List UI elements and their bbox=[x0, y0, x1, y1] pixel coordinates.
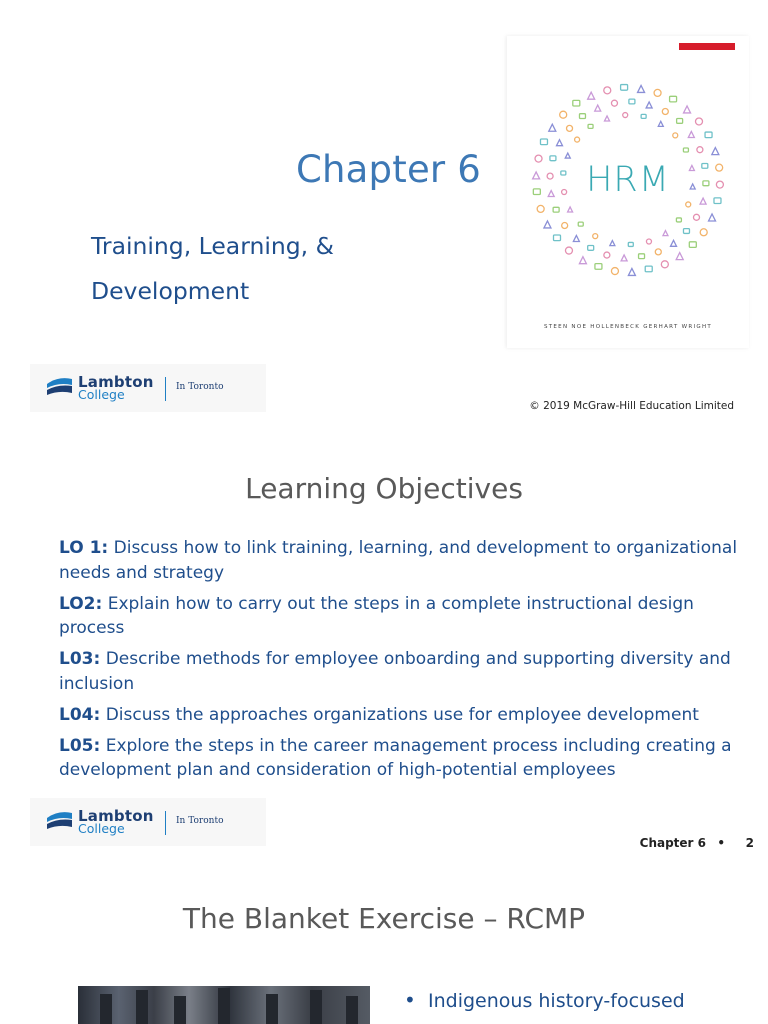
cover-decor-icon bbox=[621, 255, 627, 261]
slide-learning-objectives bbox=[0, 432, 768, 864]
cover-decor-icon bbox=[537, 205, 544, 212]
cover-decor-icon bbox=[604, 252, 610, 258]
objective-text: Describe methods for employee onboarding and supporting diversity and inclusion bbox=[59, 649, 731, 694]
book-cover-image bbox=[507, 36, 749, 348]
cover-decor-icon bbox=[661, 261, 668, 268]
cover-decor-icon bbox=[588, 124, 593, 128]
cover-decor-icon bbox=[623, 113, 628, 118]
cover-decor-icon bbox=[573, 100, 580, 106]
cover-decor-icon bbox=[658, 121, 663, 126]
objective-text: Explain how to carry out the steps in a complete instructional design process bbox=[59, 593, 694, 638]
cover-decor-icon bbox=[696, 118, 703, 125]
cover-decor-icon bbox=[628, 268, 635, 275]
cover-decor-icon bbox=[712, 148, 719, 155]
cover-decor-icon bbox=[639, 254, 645, 259]
objective-code: L05: bbox=[59, 735, 101, 756]
cover-decor-icon bbox=[670, 96, 677, 102]
cover-decor-icon bbox=[553, 235, 560, 241]
cover-authors: STEEN NOE HOLLENBECK GERHART WRIGHT bbox=[543, 324, 713, 330]
cover-decor-icon bbox=[697, 147, 703, 153]
cover-decor-icon bbox=[575, 137, 580, 142]
cover-decor-icon bbox=[684, 106, 691, 113]
cover-decor-icon bbox=[578, 222, 583, 226]
copyright-notice: © 2019 McGraw-Hill Education Limited bbox=[529, 400, 734, 412]
group-photo bbox=[78, 986, 370, 1024]
cover-decor-icon bbox=[544, 221, 551, 228]
logo-location: In Toronto bbox=[176, 816, 224, 826]
objective-text: Discuss how to link training, learning, and development to organizational needs and strategy bbox=[59, 538, 738, 583]
slide-heading: The Blanket Exercise – RCMP bbox=[182, 902, 586, 935]
cover-decor-icon bbox=[693, 214, 699, 220]
cover-decor-icon bbox=[683, 229, 689, 234]
cover-decor-icon bbox=[565, 153, 570, 158]
cover-decor-icon bbox=[641, 114, 646, 118]
cover-decor-icon bbox=[593, 234, 598, 239]
cover-decor-icon bbox=[638, 85, 645, 92]
footer-chapter: Chapter 6 bbox=[639, 836, 706, 850]
cover-decor-icon bbox=[645, 266, 652, 272]
objective-code: LO 1: bbox=[59, 538, 109, 558]
lambton-swoosh-icon bbox=[46, 809, 74, 833]
cover-decor-icon bbox=[579, 114, 585, 119]
cover-decor-icon bbox=[709, 214, 716, 221]
cover-decor-icon bbox=[560, 111, 567, 118]
cover-decor-icon bbox=[662, 109, 668, 115]
cover-decor-icon bbox=[553, 207, 559, 212]
cover-decor-icon bbox=[646, 239, 651, 244]
cover-decor-icon bbox=[611, 268, 618, 275]
cover-decor-icon bbox=[595, 264, 602, 270]
cover-decor-icon bbox=[655, 249, 661, 255]
cover-decor-icon bbox=[562, 223, 568, 229]
logo-college: College bbox=[78, 821, 125, 836]
cover-decor-icon bbox=[588, 92, 595, 99]
chapter-subtitle: Training, Learning, & Development bbox=[91, 232, 334, 305]
cover-decor-icon bbox=[605, 116, 610, 121]
cover-decor-icon bbox=[628, 242, 633, 246]
logo-divider bbox=[165, 377, 166, 401]
cover-decor-icon bbox=[568, 207, 573, 212]
cover-decor-icon bbox=[579, 257, 586, 264]
cover-decor-icon bbox=[567, 125, 573, 131]
objective-text: Explore the steps in the career management process including creating a development plan and consideration of high-potential employees bbox=[59, 735, 732, 780]
objective-code: L03: bbox=[59, 649, 101, 669]
cover-decor-icon bbox=[654, 89, 661, 96]
lambton-logo bbox=[30, 798, 266, 846]
cover-decor-icon bbox=[549, 124, 556, 131]
logo-college: College bbox=[78, 387, 125, 402]
slide-heading: Learning Objectives bbox=[245, 472, 523, 505]
objective-code: L04: bbox=[59, 704, 101, 725]
footer-bullet: • bbox=[717, 836, 725, 850]
cover-decor-icon bbox=[673, 133, 678, 138]
slide-blanket-exercise bbox=[0, 864, 768, 1024]
cover-decor-icon bbox=[565, 247, 572, 254]
chapter-title: Chapter 6 bbox=[296, 148, 482, 191]
logo-name: Lambton bbox=[78, 807, 154, 825]
cover-title: HRM bbox=[586, 160, 670, 200]
lambton-swoosh-icon bbox=[46, 375, 74, 399]
objective-code: LO2: bbox=[59, 593, 103, 614]
cover-decor-icon bbox=[588, 245, 594, 250]
objective-item bbox=[59, 647, 759, 696]
objective-item bbox=[59, 536, 759, 585]
cover-decor-icon bbox=[557, 140, 563, 146]
cover-decor-icon bbox=[676, 253, 683, 260]
logo-location: In Toronto bbox=[176, 382, 224, 392]
cover-decor-icon bbox=[671, 240, 677, 246]
objective-item bbox=[59, 703, 759, 728]
logo-divider bbox=[165, 811, 166, 835]
logo-name: Lambton bbox=[78, 373, 154, 391]
cover-decor-icon bbox=[540, 139, 547, 145]
cover-decor-icon bbox=[676, 218, 681, 222]
cover-decor-icon bbox=[595, 105, 601, 111]
cover-decor-icon bbox=[604, 87, 611, 94]
page-number: 2 bbox=[745, 836, 754, 850]
bullet-text: Indigenous history-focused bbox=[428, 990, 685, 1012]
cover-decor-icon bbox=[689, 242, 696, 248]
cover-decor-icon bbox=[677, 119, 683, 124]
objective-text: Discuss the approaches organizations use for employee development bbox=[100, 704, 699, 725]
lambton-logo bbox=[30, 364, 266, 412]
cover-decor-icon bbox=[611, 100, 617, 106]
objective-item bbox=[59, 592, 759, 641]
cover-decor-icon bbox=[646, 102, 652, 108]
bullet-symbol: • bbox=[404, 988, 416, 1012]
cover-decor-icon bbox=[621, 85, 628, 91]
cover-decor-icon bbox=[610, 241, 615, 246]
cover-decor-icon bbox=[688, 131, 694, 137]
objectives-list bbox=[59, 536, 759, 789]
cover-decor-icon bbox=[700, 229, 707, 236]
cover-decor-icon bbox=[705, 132, 712, 138]
cover-decor-icon bbox=[629, 99, 635, 104]
cover-decor-icon bbox=[683, 148, 688, 152]
cover-decor-icon bbox=[663, 231, 668, 236]
slide-title bbox=[0, 0, 768, 432]
objective-item bbox=[59, 734, 759, 783]
cover-decor-icon bbox=[573, 235, 579, 241]
cover-decor-icon bbox=[686, 202, 691, 207]
